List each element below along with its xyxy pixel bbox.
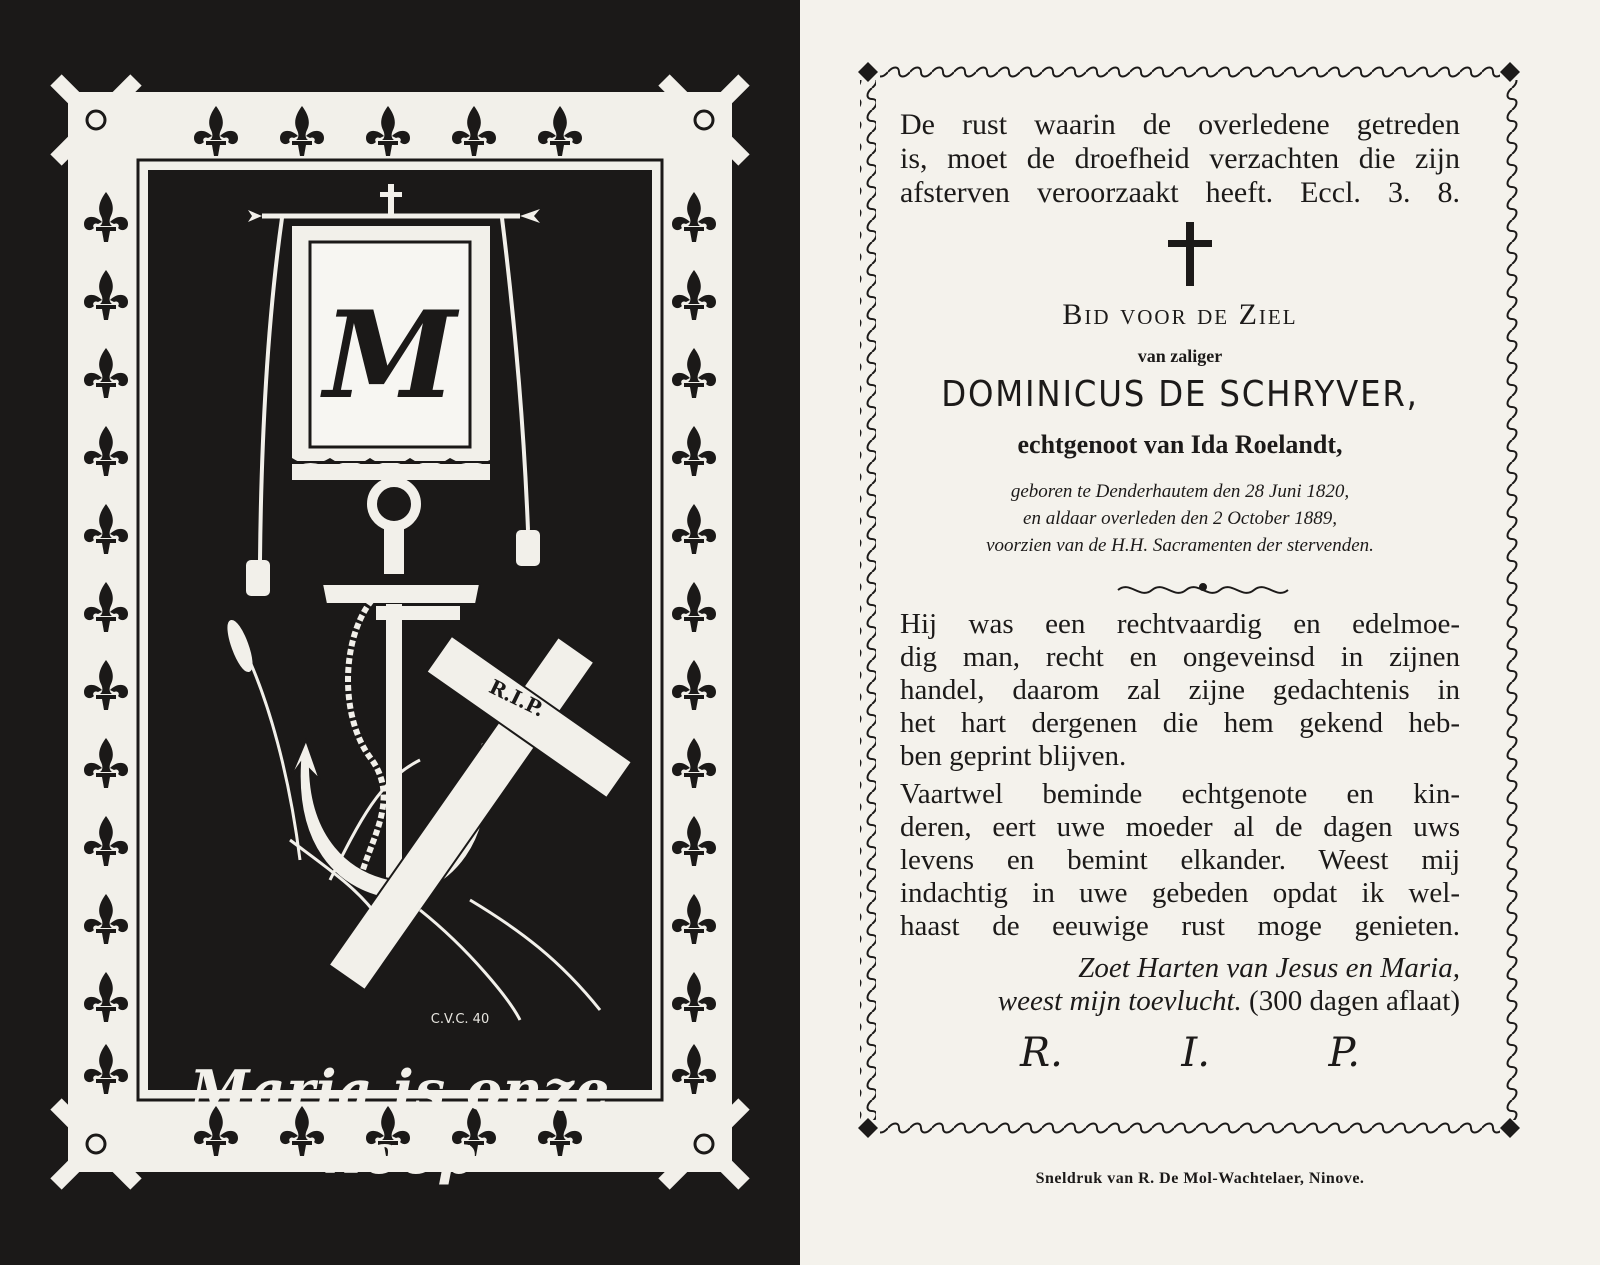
ornament-divider [1118,584,1288,593]
rip-letters [1020,1030,1360,1076]
cross-icon [1168,222,1212,286]
text-line: handel, daarom zal zijne gedachtenis in [900,674,1460,706]
frame-bottom-border [880,1120,1500,1136]
text-line: dig man, recht en ongeveinsd in zijnen [900,641,1460,673]
quote-line: is, moet de droefheid verzachten die zijn [900,142,1460,175]
memorial-card-back [800,0,1600,1265]
scripture-quote [900,108,1460,210]
indulgence-note: (300 dagen aflaat) [1249,985,1460,1017]
text-line: indachtig in uwe gebeden opdat ik wel- [900,877,1460,909]
banner-monogram: M [323,285,457,426]
sacraments-line: voorzien van de H.H. Sacramenten der stervenden. [986,535,1374,556]
quote-line: afsterven veroorzaakt heeft. Eccl. 3. 8. [900,176,1460,209]
printer-credit: Sneldruk van R. De Mol-Wachtelaer, Ninove. [1035,1170,1365,1187]
life-dates [900,478,1460,559]
invocation-line-2 [900,985,1460,1018]
text-line: Hij was een rechtvaardig en edelmoe- [900,608,1460,640]
rip-letter: I. [1181,1030,1210,1076]
invocation [900,952,1460,1018]
motto: Maria is onze hoop [189,1058,611,1186]
prayer-heading: Bid voor de Ziel [1062,298,1298,331]
van-zaliger-label: van zaliger [1137,346,1223,366]
death-line: en aldaar overleden den 2 October 1889, [1023,508,1337,529]
text-line: deren, eert uwe moeder al de dagen uws [900,811,1460,843]
spouse-line: echtgenoot van Ida Roelandt, [1017,430,1343,459]
frame-left-border [860,80,876,1120]
frame-right-border [1502,80,1518,1120]
text-line: het hart dergenen die hem gekend heb- [900,707,1460,739]
invocation-line: Zoet Harten van Jesus en Maria, [1078,952,1460,984]
frame-top-border [880,64,1500,80]
rip-letter: P. [1328,1030,1360,1076]
text-line: Vaartwel beminde echtgenote en kin- [900,778,1460,810]
birth-line: geboren te Denderhautem den 28 Juni 1820, [1010,481,1350,502]
text-line: haast de eeuwige rust moge genieten. [900,910,1460,942]
invocation-italic: weest mijn toevlucht. [997,985,1242,1017]
eulogy-paragraph [900,608,1460,773]
text-line: levens en bemint elkander. Weest mij [900,844,1460,876]
quote-line: De rust waarin de overledene getreden [900,108,1460,141]
deceased-name: DOMINICUS DE SCHRYVER, [941,374,1419,415]
text-line: ben geprint blijven. [900,740,1127,772]
cross-inscription: R.I.P. [485,674,549,722]
rip-letter: R. [1020,1030,1063,1076]
artist-mark: C.V.C. 40 [430,1012,490,1027]
farewell-paragraph [900,778,1460,943]
